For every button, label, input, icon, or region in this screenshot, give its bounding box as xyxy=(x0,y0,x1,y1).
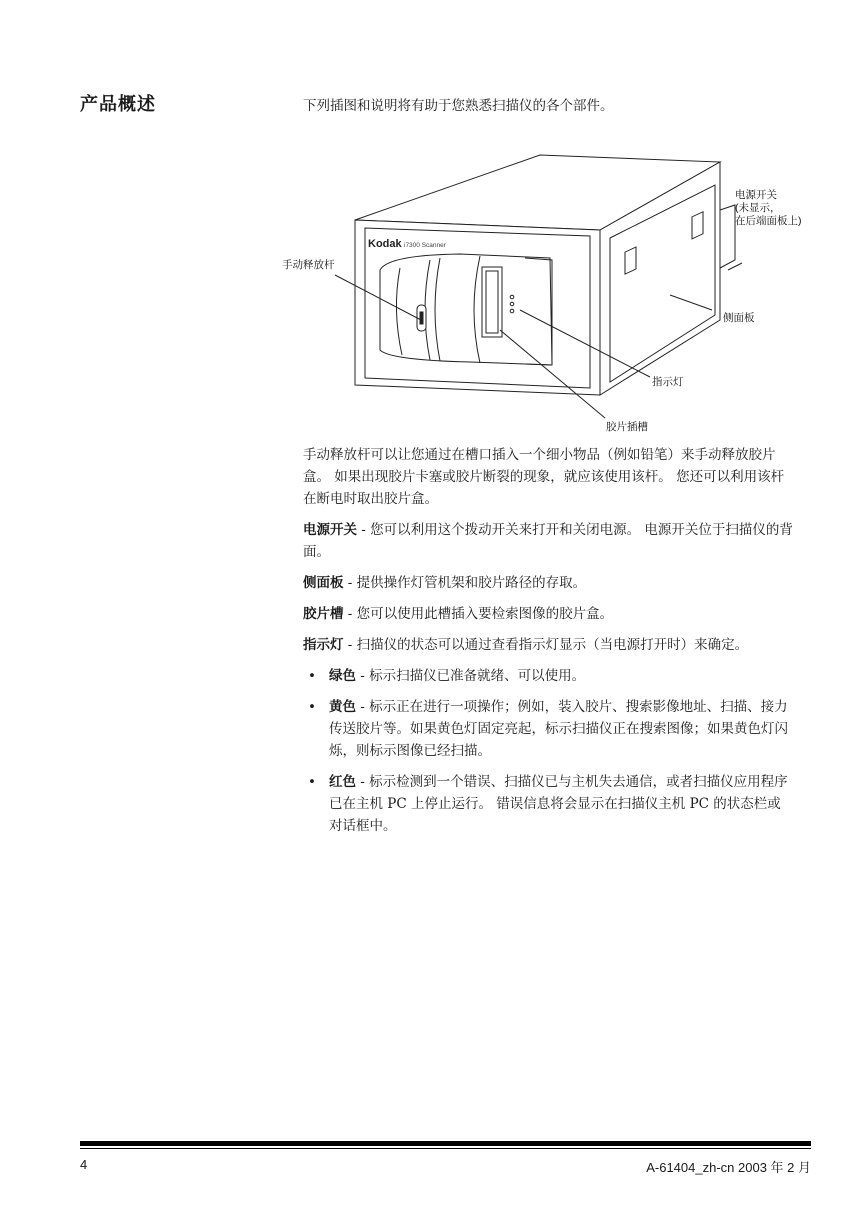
footer-rule xyxy=(80,1141,811,1146)
indicator-list xyxy=(303,665,793,837)
bullet-icon: • xyxy=(308,774,316,790)
paragraph-indicator: 指示灯 - 扫描仪的状态可以通过查看指示灯显示（当电源打开时）来确定。 xyxy=(303,637,749,653)
body-text xyxy=(303,444,793,846)
paragraph-power-switch: 电源开关 - 您可以利用这个拨动开关来打开和关闭电源。 电源开关位于扫描仪的背面。 xyxy=(303,522,793,560)
bullet-icon: • xyxy=(308,668,316,684)
list-item: • 绿色 - 标示扫描仪已准备就绪、可以使用。 xyxy=(303,665,793,687)
section-title: 产品概述 xyxy=(80,94,156,115)
paragraph-side-panel: 侧面板 - 提供操作灯管机架和胶片路径的存取。 xyxy=(303,575,587,591)
paragraph-manual-release: 手动释放杆可以让您通过在槽口插入一个细小物品（例如铅笔）来手动释放胶片盒。 如果出现胶片卡塞或胶片断裂的现象，就应该使用该杆。 您还可以利用该杆在断电时取出胶片盒。 xyxy=(303,447,785,507)
scanner-illustration xyxy=(280,150,820,440)
label-power-switch: 电源开关 (未显示， 在后端面板上) xyxy=(735,189,802,227)
page-number: 4 xyxy=(80,1157,88,1172)
intro-text: 下列插图和说明将有助于您熟悉扫描仪的各个部件。 xyxy=(303,98,614,114)
label-film-slot: 胶片插槽 xyxy=(606,421,648,433)
label-side-panel: 侧面板 xyxy=(723,312,755,324)
model-text: i7300 Scanner xyxy=(404,242,446,249)
document-id: A-61404_zh-cn 2003 年 2 月 xyxy=(646,1160,811,1175)
list-item: • 红色 - 标示检测到一个错误、扫描仪已与主机失去通信，或者扫描仪应用程序已在主机 PC 上停止运行。 错误信息将会显示在扫描仪主机 PC 的状态栏或对话框中。 xyxy=(303,771,793,837)
list-item: • 黄色 - 标示正在进行一项操作；例如，装入胶片、搜索影像地址、扫描、接力传送胶片等。如果黄色灯固定亮起，标示扫描仪正在搜索图像；如果黄色灯闪烁，则标示图像已经扫描。 xyxy=(303,696,793,762)
bullet-icon: • xyxy=(308,699,316,715)
label-indicator: 指示灯 xyxy=(652,376,684,388)
paragraph-film-slot: 胶片槽 - 您可以使用此槽插入要检索图像的胶片盒。 xyxy=(303,606,614,622)
footer-rule-thin xyxy=(80,1148,811,1149)
label-manual-release: 手动释放杆 xyxy=(282,259,335,271)
brand-logo-text: Kodak xyxy=(368,238,402,250)
